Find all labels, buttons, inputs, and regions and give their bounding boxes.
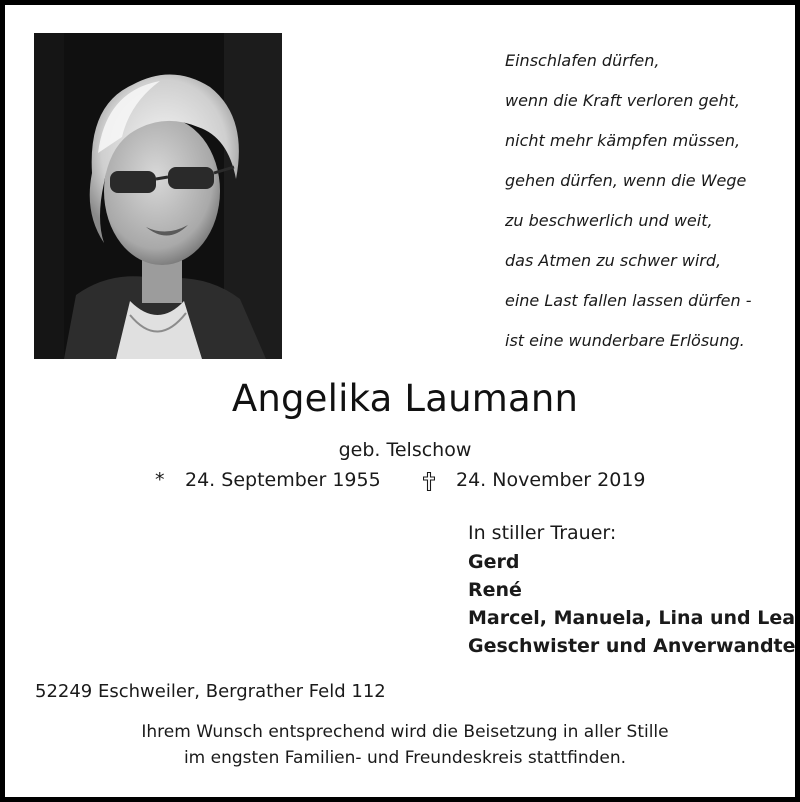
mourner-name: René	[468, 579, 522, 601]
poem	[505, 41, 795, 361]
mourner-name: Gerd	[468, 551, 520, 573]
poem-line: eine Last fallen lassen dürfen -	[505, 291, 752, 310]
portrait-photo	[34, 33, 282, 359]
poem-line: Einschlafen dürfen,	[505, 51, 660, 70]
life-dates	[155, 465, 675, 495]
mourner-name: Geschwister und Anverwandte	[468, 635, 796, 657]
deceased-name: Angelika Laumann	[231, 377, 579, 420]
funeral-note-line: Ihrem Wunsch entsprechend wird die Beisetzung in aller Stille	[141, 722, 669, 742]
poem-line: nicht mehr kämpfen müssen,	[505, 131, 741, 150]
birth-date: 24. September 1955	[185, 469, 381, 491]
birth-name: geb. Telschow	[338, 439, 472, 461]
mourners-intro: In stiller Trauer:	[468, 522, 617, 544]
cross-icon	[423, 470, 435, 500]
poem-line: wenn die Kraft verloren geht,	[505, 91, 740, 110]
death-date: 24. November 2019	[456, 469, 646, 491]
poem-line: das Atmen zu schwer wird,	[505, 251, 722, 270]
poem-line: ist eine wunderbare Erlösung.	[505, 331, 745, 350]
mourners	[468, 519, 796, 660]
funeral-note-line: im engsten Familien- und Freundeskreis stattfinden.	[183, 748, 627, 768]
poem-line: gehen dürfen, wenn die Wege	[505, 171, 747, 190]
address: 52249 Eschweiler, Bergrather Feld 112	[35, 681, 386, 702]
birth-star-symbol: *	[155, 469, 165, 491]
poem-line: zu beschwerlich und weit,	[505, 211, 713, 230]
mourner-name: Marcel, Manuela, Lina und Lea	[468, 607, 796, 629]
funeral-note	[5, 719, 800, 771]
